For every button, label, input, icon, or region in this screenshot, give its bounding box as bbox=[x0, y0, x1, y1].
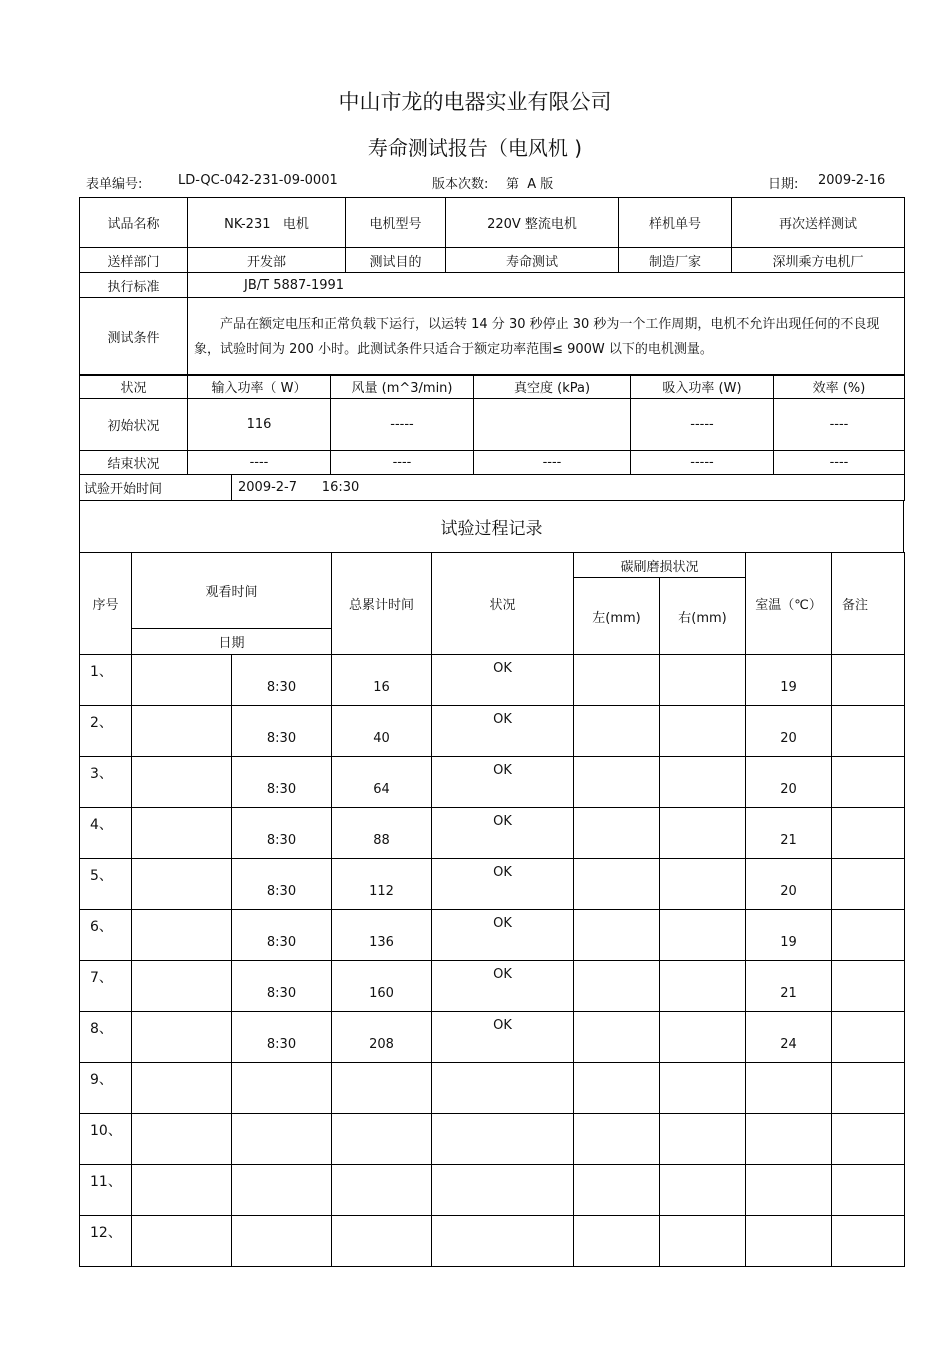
row-time: 8:30 bbox=[232, 757, 332, 808]
maker-value: 深圳乘方电机厂 bbox=[732, 248, 905, 273]
row-status bbox=[432, 1216, 574, 1267]
row-date bbox=[132, 1216, 232, 1267]
row-left bbox=[574, 655, 660, 706]
form-no-value: LD-QC-042-231-09-0001 bbox=[178, 173, 338, 188]
row-time: 8:30 bbox=[232, 655, 332, 706]
col-left-header: 左(mm) bbox=[574, 578, 660, 655]
row-time: 8:30 bbox=[232, 961, 332, 1012]
row-status: OK bbox=[432, 859, 574, 910]
row-status: OK bbox=[432, 757, 574, 808]
row-left bbox=[574, 910, 660, 961]
row-total: 16 bbox=[332, 655, 432, 706]
final-efficiency: ---- bbox=[774, 451, 905, 475]
initial-vacuum bbox=[474, 399, 631, 451]
report-title: 寿命测试报告（电风机 ) bbox=[367, 136, 583, 160]
row-note bbox=[832, 1114, 905, 1165]
row-date bbox=[132, 1165, 232, 1216]
table-row bbox=[80, 757, 905, 808]
row-left bbox=[574, 859, 660, 910]
status-header-cell: 效率 (%) bbox=[774, 375, 905, 399]
row-note bbox=[832, 961, 905, 1012]
row-note bbox=[832, 910, 905, 961]
row-left bbox=[574, 961, 660, 1012]
final-input-power: ---- bbox=[188, 451, 331, 475]
table-row bbox=[80, 1114, 905, 1165]
row-seq: 7、 bbox=[80, 961, 132, 1012]
sample-name-value: NK-231 电机 bbox=[188, 198, 346, 248]
row-time bbox=[232, 1165, 332, 1216]
row-total: 136 bbox=[332, 910, 432, 961]
row-time: 8:30 bbox=[232, 859, 332, 910]
row-temp: 19 bbox=[746, 655, 832, 706]
motor-model-value: 220V 整流电机 bbox=[446, 198, 619, 248]
col-seq-header: 序号 bbox=[80, 553, 132, 655]
row-time bbox=[232, 1063, 332, 1114]
row-date bbox=[132, 1063, 232, 1114]
row-temp: 20 bbox=[746, 706, 832, 757]
row-total: 208 bbox=[332, 1012, 432, 1063]
col-watch-header: 观看时间 bbox=[132, 553, 332, 629]
initial-suction-power: ----- bbox=[631, 399, 774, 451]
version-label: 版本次数: bbox=[432, 177, 489, 192]
row-left bbox=[574, 1165, 660, 1216]
form-no-label: 表单编号: bbox=[86, 177, 143, 192]
row-status bbox=[432, 1114, 574, 1165]
table-row bbox=[80, 1063, 905, 1114]
col-brush-header: 碳刷磨损状况 bbox=[574, 553, 746, 578]
row-left bbox=[574, 1012, 660, 1063]
initial-input-power: 116 bbox=[188, 399, 331, 451]
status-header-cell: 真空度 (kPa) bbox=[474, 375, 631, 399]
table-row bbox=[80, 1012, 905, 1063]
row-status: OK bbox=[432, 1012, 574, 1063]
company-name: 中山市龙的电器实业有限公司 bbox=[338, 90, 612, 114]
row-note bbox=[832, 808, 905, 859]
row-time: 8:30 bbox=[232, 910, 332, 961]
row-seq: 3、 bbox=[80, 757, 132, 808]
col-date-header: 日期 bbox=[132, 629, 332, 655]
row-status: OK bbox=[432, 910, 574, 961]
row-total bbox=[332, 1216, 432, 1267]
row-right bbox=[660, 961, 746, 1012]
row-seq: 5、 bbox=[80, 859, 132, 910]
row-right bbox=[660, 808, 746, 859]
row-right bbox=[660, 757, 746, 808]
row-right bbox=[660, 859, 746, 910]
row-seq: 12、 bbox=[80, 1216, 132, 1267]
row-total: 40 bbox=[332, 706, 432, 757]
row-seq: 9、 bbox=[80, 1063, 132, 1114]
row-note bbox=[832, 1012, 905, 1063]
row-date bbox=[132, 1114, 232, 1165]
dept-value: 开发部 bbox=[188, 248, 346, 273]
row-time bbox=[232, 1216, 332, 1267]
initial-air-flow: ----- bbox=[331, 399, 474, 451]
row-left bbox=[574, 706, 660, 757]
row-total: 64 bbox=[332, 757, 432, 808]
motor-model-label: 电机型号 bbox=[346, 198, 446, 248]
row-seq: 11、 bbox=[80, 1165, 132, 1216]
row-date bbox=[132, 655, 232, 706]
table-row bbox=[80, 910, 905, 961]
final-status-label: 结束状况 bbox=[80, 451, 188, 475]
start-time-table bbox=[79, 474, 905, 501]
row-total: 112 bbox=[332, 859, 432, 910]
row-date bbox=[132, 859, 232, 910]
row-total: 88 bbox=[332, 808, 432, 859]
row-note bbox=[832, 1165, 905, 1216]
row-status bbox=[432, 1165, 574, 1216]
row-seq: 4、 bbox=[80, 808, 132, 859]
col-temp-header: 室温（℃） bbox=[746, 553, 832, 655]
row-total bbox=[332, 1114, 432, 1165]
row-left bbox=[574, 757, 660, 808]
col-status-header: 状况 bbox=[432, 553, 574, 655]
version-value: 第 A 版 bbox=[506, 177, 554, 192]
col-total-header: 总累计时间 bbox=[332, 553, 432, 655]
final-air-flow: ---- bbox=[331, 451, 474, 475]
info-table bbox=[79, 197, 905, 376]
process-title-table bbox=[79, 500, 904, 553]
initial-efficiency: ---- bbox=[774, 399, 905, 451]
row-status bbox=[432, 1063, 574, 1114]
row-seq: 1、 bbox=[80, 655, 132, 706]
row-right bbox=[660, 1012, 746, 1063]
row-date bbox=[132, 1012, 232, 1063]
purpose-label: 测试目的 bbox=[346, 248, 446, 273]
row-time: 8:30 bbox=[232, 808, 332, 859]
sample-name-label: 试品名称 bbox=[80, 198, 188, 248]
row-total: 160 bbox=[332, 961, 432, 1012]
row-note bbox=[832, 1216, 905, 1267]
row-date bbox=[132, 706, 232, 757]
row-date bbox=[132, 757, 232, 808]
condition-label: 测试条件 bbox=[80, 298, 188, 376]
row-seq: 6、 bbox=[80, 910, 132, 961]
row-left bbox=[574, 1063, 660, 1114]
row-status: OK bbox=[432, 961, 574, 1012]
condition-text: 产品在额定电压和正常负载下运行，以运转 14 分 30 秒停止 30 秒为一个工作周期，电机不允许出现任何的不良现象，试验时间为 200 小时。此测试条件只适合于额定功率范围≤ 900W 以下的电机测量。 bbox=[188, 298, 905, 376]
col-right-header: 右(mm) bbox=[660, 578, 746, 655]
table-row bbox=[80, 961, 905, 1012]
start-time-label: 试验开始时间 bbox=[80, 475, 232, 501]
status-header-cell: 状况 bbox=[80, 375, 188, 399]
row-right bbox=[660, 1165, 746, 1216]
row-right bbox=[660, 655, 746, 706]
row-temp bbox=[746, 1216, 832, 1267]
row-temp: 20 bbox=[746, 757, 832, 808]
row-note bbox=[832, 706, 905, 757]
status-header-cell: 输入功率（ W） bbox=[188, 375, 331, 399]
row-right bbox=[660, 910, 746, 961]
row-time: 8:30 bbox=[232, 706, 332, 757]
purpose-value: 寿命测试 bbox=[446, 248, 619, 273]
row-note bbox=[832, 859, 905, 910]
row-date bbox=[132, 910, 232, 961]
row-seq: 10、 bbox=[80, 1114, 132, 1165]
final-vacuum: ---- bbox=[474, 451, 631, 475]
row-note bbox=[832, 1063, 905, 1114]
status-header-cell: 风量 (m^3/min) bbox=[331, 375, 474, 399]
row-status: OK bbox=[432, 655, 574, 706]
row-time: 8:30 bbox=[232, 1012, 332, 1063]
maker-label: 制造厂家 bbox=[619, 248, 732, 273]
row-right bbox=[660, 1114, 746, 1165]
table-row bbox=[80, 1216, 905, 1267]
table-row bbox=[80, 859, 905, 910]
row-temp bbox=[746, 1063, 832, 1114]
sample-no-value: 再次送样测试 bbox=[732, 198, 905, 248]
row-temp bbox=[746, 1114, 832, 1165]
date-label: 日期: bbox=[768, 177, 799, 192]
row-right bbox=[660, 706, 746, 757]
row-right bbox=[660, 1216, 746, 1267]
row-total bbox=[332, 1165, 432, 1216]
row-left bbox=[574, 808, 660, 859]
table-row bbox=[80, 706, 905, 757]
row-total bbox=[332, 1063, 432, 1114]
row-date bbox=[132, 961, 232, 1012]
col-note-header: 备注 bbox=[832, 553, 905, 655]
table-row bbox=[80, 1165, 905, 1216]
row-seq: 8、 bbox=[80, 1012, 132, 1063]
row-seq: 2、 bbox=[80, 706, 132, 757]
dept-label: 送样部门 bbox=[80, 248, 188, 273]
row-temp: 24 bbox=[746, 1012, 832, 1063]
row-temp: 21 bbox=[746, 808, 832, 859]
standard-label: 执行标准 bbox=[80, 273, 188, 298]
status-table bbox=[79, 374, 905, 475]
table-row bbox=[80, 808, 905, 859]
row-status: OK bbox=[432, 706, 574, 757]
row-date bbox=[132, 808, 232, 859]
start-time-value: 2009-2-7 16:30 bbox=[232, 475, 905, 501]
row-temp bbox=[746, 1165, 832, 1216]
standard-value: JB/T 5887-1991 bbox=[188, 273, 905, 298]
sample-no-label: 样机单号 bbox=[619, 198, 732, 248]
row-note bbox=[832, 757, 905, 808]
row-temp: 19 bbox=[746, 910, 832, 961]
row-temp: 21 bbox=[746, 961, 832, 1012]
status-header-cell: 吸入功率 (W) bbox=[631, 375, 774, 399]
process-title: 试验过程记录 bbox=[80, 501, 904, 553]
row-right bbox=[660, 1063, 746, 1114]
process-table bbox=[79, 552, 905, 1267]
row-temp: 20 bbox=[746, 859, 832, 910]
date-value: 2009-2-16 bbox=[818, 173, 886, 188]
final-suction-power: ----- bbox=[631, 451, 774, 475]
row-time bbox=[232, 1114, 332, 1165]
initial-status-label: 初始状况 bbox=[80, 399, 188, 451]
table-row bbox=[80, 655, 905, 706]
row-left bbox=[574, 1216, 660, 1267]
row-left bbox=[574, 1114, 660, 1165]
row-note bbox=[832, 655, 905, 706]
row-status: OK bbox=[432, 808, 574, 859]
